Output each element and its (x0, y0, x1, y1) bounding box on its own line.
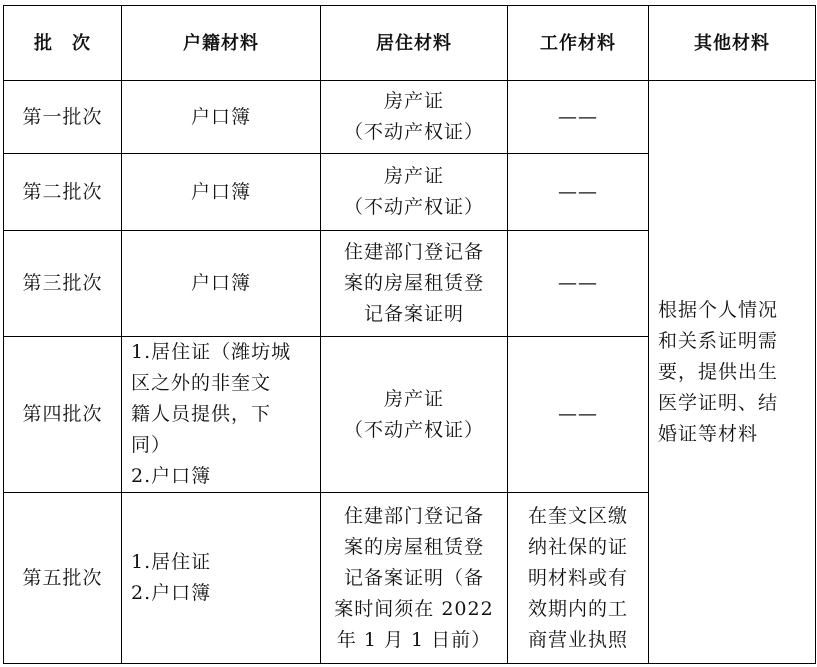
residence-cell (321, 154, 508, 231)
work-cell (508, 154, 649, 231)
batch-label: 第四批次 (22, 403, 103, 425)
hukou-cell (122, 81, 321, 154)
batch-label: 第三批次 (22, 272, 103, 294)
hukou-line: 户口簿 (190, 272, 251, 294)
residence-line: 住建部门登记备 (343, 241, 484, 263)
residence-line: （不动产权证） (343, 196, 484, 218)
hukou-cell (122, 493, 321, 664)
batch-label: 第五批次 (22, 566, 103, 589)
work-line: —— (558, 272, 598, 294)
hukou-line: 1.居住证 (131, 551, 212, 573)
batch-cell (4, 231, 122, 337)
residence-line: （不动产权证） (343, 418, 484, 441)
hukou-line: 籍人员提供，下 (131, 403, 272, 425)
batch-cell (4, 154, 122, 231)
header-row (4, 6, 816, 81)
work-line: 明材料或有 (527, 566, 628, 589)
residence-line: 住建部门登记备 (343, 504, 484, 527)
batch-label: 第二批次 (22, 180, 103, 203)
hukou-line: 同） (131, 434, 172, 456)
residence-line: 房产证 (383, 90, 444, 112)
work-line: —— (558, 180, 598, 203)
hukou-cell (122, 231, 321, 337)
residence-line: 年 1 月 1 日前） (336, 628, 492, 651)
work-line: 效期内的工 (527, 597, 628, 620)
other-materials-line: 和关系证明需 (658, 329, 779, 352)
other-materials-line: 根据个人情况 (658, 298, 779, 321)
header-hukou-materials: 户籍材料 (122, 6, 321, 81)
header-residence-materials: 居住材料 (321, 6, 508, 81)
table-row (4, 81, 816, 154)
residence-line: 房产证 (383, 387, 444, 410)
hukou-cell (122, 337, 321, 493)
batch-cell (4, 493, 122, 664)
residence-cell (321, 337, 508, 493)
work-line: 纳社保的证 (527, 535, 628, 558)
batch-cell (4, 337, 122, 493)
work-cell (508, 493, 649, 664)
other-materials-line: 要，提供出生 (658, 360, 779, 383)
header-batch: 批 次 (4, 6, 122, 81)
residence-line: 案时间须在 2022 (334, 597, 494, 620)
residence-cell (321, 493, 508, 664)
residence-line: 案的房屋租赁登 (343, 272, 484, 294)
work-line: 商营业执照 (527, 628, 628, 651)
hukou-line: 1.居住证（潍坊城 (131, 341, 292, 363)
header-other-materials: 其他材料 (649, 6, 816, 81)
batch-label: 第一批次 (22, 105, 103, 128)
hukou-line: 2.户口簿 (131, 465, 212, 487)
work-line: —— (558, 105, 598, 128)
residence-line: 房产证 (383, 165, 444, 187)
hukou-line: 户口簿 (190, 105, 251, 128)
batch-cell (4, 81, 122, 154)
other-materials-line: 婚证等材料 (658, 422, 759, 445)
work-line: —— (558, 403, 598, 425)
work-cell (508, 337, 649, 493)
residence-line: 记备案证明（备 (343, 566, 484, 589)
work-line: 在奎文区缴 (527, 504, 628, 527)
work-cell (508, 231, 649, 337)
hukou-line: 户口簿 (190, 180, 251, 203)
materials-table (3, 5, 816, 664)
work-cell (508, 81, 649, 154)
hukou-line: 区之外的非奎文 (131, 372, 272, 394)
other-materials-line: 医学证明、结 (658, 391, 779, 414)
hukou-cell (122, 154, 321, 231)
header-work-materials: 工作材料 (508, 6, 649, 81)
other-materials-cell (649, 81, 816, 664)
residence-line: 案的房屋租赁登 (343, 535, 484, 558)
residence-cell (321, 81, 508, 154)
hukou-line: 2.户口簿 (131, 582, 212, 604)
residence-cell (321, 231, 508, 337)
residence-line: 记备案证明 (363, 303, 464, 325)
residence-line: （不动产权证） (343, 121, 484, 143)
